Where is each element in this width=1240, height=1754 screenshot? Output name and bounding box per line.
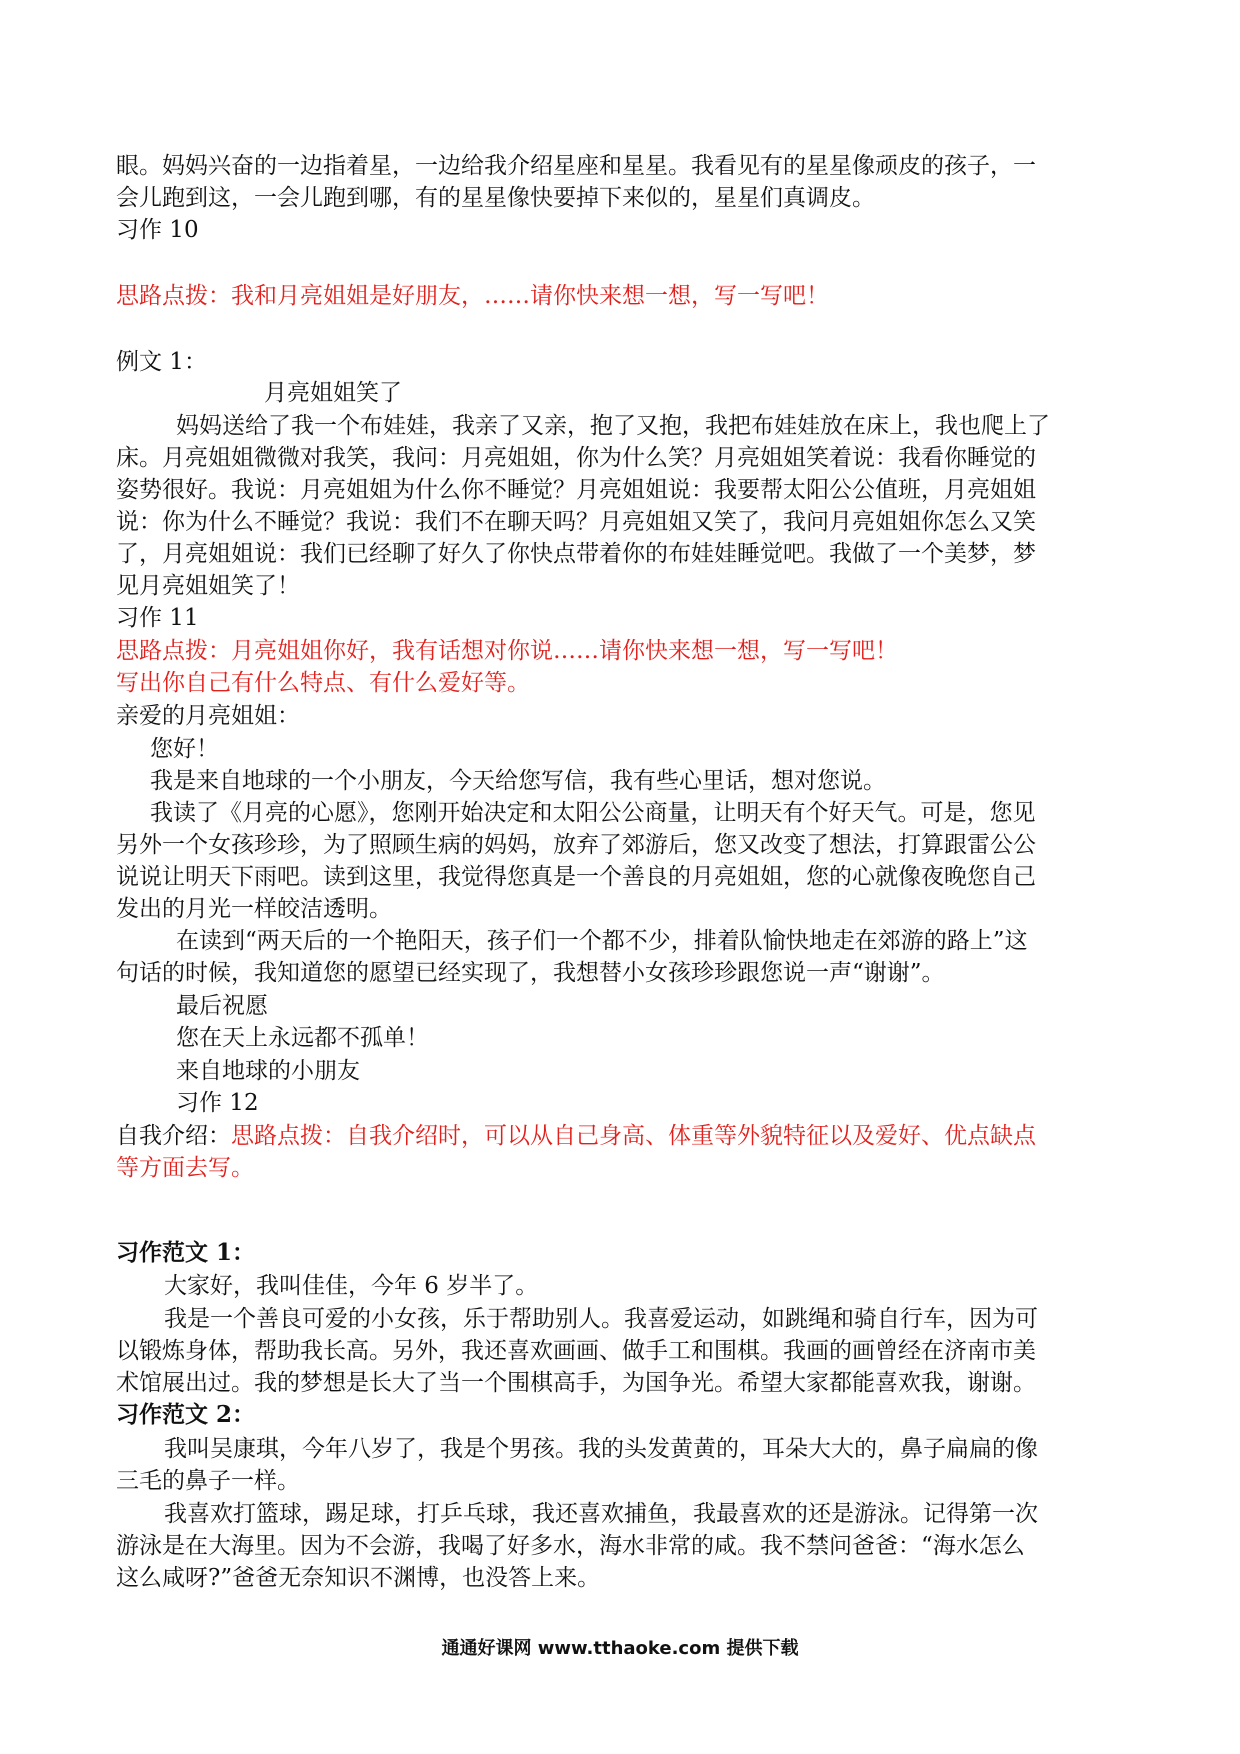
paragraph-line: 这么咸呀?”爸爸无奈知识不渊博，也没答上来。 bbox=[116, 1565, 601, 1591]
hint-line bbox=[116, 1120, 1126, 1152]
section-heading: 习作 11 bbox=[116, 605, 199, 631]
paragraph-line: 句话的时候，我知道您的愿望已经实现了，我想替小女孩珍珍跟您说一声“谢谢”。 bbox=[116, 960, 945, 986]
letter-greeting: 您好！ bbox=[150, 736, 219, 762]
paragraph-line: 游泳是在大海里。因为不会游，我喝了好多水，海水非常的咸。我不禁问爸爸：“海水怎么 bbox=[116, 1533, 1025, 1559]
paragraph-line: 会儿跑到这，一会儿跑到哪，有的星星像快要掉下来似的，星星们真调皮。 bbox=[116, 185, 875, 211]
hint-line: 等方面去写。 bbox=[116, 1155, 254, 1181]
paragraph-line: 三毛的鼻子一样。 bbox=[116, 1468, 300, 1494]
self-intro-label: 自我介绍： bbox=[116, 1123, 231, 1149]
paragraph-line: 我是一个善良可爱的小女孩，乐于帮助别人。我喜爱运动，如跳绳和骑自行车，因为可 bbox=[164, 1306, 1038, 1332]
letter-signature: 来自地球的小朋友 bbox=[176, 1058, 360, 1084]
paragraph-line: 另外一个女孩珍珍，为了照顾生病的妈妈，放弃了郊游后，您又改变了想法，打算跟雷公公 bbox=[116, 832, 1036, 858]
paragraph-line: 发出的月光一样皎洁透明。 bbox=[116, 896, 392, 922]
hint-line: 写出你自己有什么特点、有什么爱好等。 bbox=[116, 670, 530, 696]
paragraph-line: 床。月亮姐姐微微对我笑，我问：月亮姐姐，你为什么笑？月亮姐姐笑着说：我看你睡觉的 bbox=[116, 445, 1036, 471]
paragraph-line: 在读到“两天后的一个艳阳天，孩子们一个都不少，排着队愉快地走在郊游的路上”这 bbox=[176, 928, 1028, 954]
letter-salutation: 亲爱的月亮姐姐： bbox=[116, 703, 300, 729]
model-essay-heading: 习作范文 1： bbox=[116, 1239, 256, 1266]
example-label: 例文 1： bbox=[116, 349, 207, 375]
model-essay-heading: 习作范文 2： bbox=[116, 1401, 256, 1428]
letter-closing: 最后祝愿 bbox=[176, 993, 268, 1019]
paragraph-line: 说说让明天下雨吧。读到这里，我觉得您真是一个善良的月亮姐姐，您的心就像夜晚您自己 bbox=[116, 864, 1036, 890]
paragraph-line: 术馆展出过。我的梦想是长大了当一个围棋高手，为国争光。希望大家都能喜欢我，谢谢。 bbox=[116, 1370, 1036, 1396]
paragraph-line: 我喜欢打篮球，踢足球，打乒乓球，我还喜欢捕鱼，我最喜欢的还是游泳。记得第一次 bbox=[164, 1501, 1038, 1527]
paragraph-line: 了，月亮姐姐说：我们已经聊了好久了你快点带着你的布娃娃睡觉吧。我做了一个美梦，梦 bbox=[116, 541, 1036, 567]
paragraph-line: 我是来自地球的一个小朋友，今天给您写信，我有些心里话，想对您说。 bbox=[150, 768, 886, 794]
letter-closing: 您在天上永远都不孤单！ bbox=[176, 1025, 429, 1051]
paragraph-line: 说：你为什么不睡觉？我说：我们不在聊天吗？月亮姐姐又笑了，我问月亮姐姐你怎么又笑 bbox=[116, 509, 1036, 535]
paragraph-line: 以锻炼身体，帮助我长高。另外，我还喜欢画画、做手工和围棋。我画的画曾经在济南市美 bbox=[116, 1338, 1036, 1364]
paragraph-line: 姿势很好。我说：月亮姐姐为什么你不睡觉？月亮姐姐说：我要帮太阳公公值班，月亮姐姐 bbox=[116, 477, 1036, 503]
paragraph-line: 眼。妈妈兴奋的一边指着星，一边给我介绍星座和星星。我看见有的星星像顽皮的孩子，一 bbox=[116, 153, 1036, 179]
hint-text: 思路点拨：自我介绍时，可以从自己身高、体重等外貌特征以及爱好、优点缺点 bbox=[231, 1123, 1036, 1149]
paragraph-line: 大家好，我叫佳佳，今年 6 岁半了。 bbox=[164, 1273, 539, 1299]
paragraph-line: 我叫吴康琪，今年八岁了，我是个男孩。我的头发黄黄的，耳朵大大的，鼻子扁扁的像 bbox=[164, 1436, 1038, 1462]
hint-line: 思路点拨：我和月亮姐姐是好朋友，……请你快来想一想，写一写吧！ bbox=[116, 283, 829, 309]
hint-line: 思路点拨：月亮姐姐你好，我有话想对你说……请你快来想一想，写一写吧！ bbox=[116, 638, 898, 664]
page-footer: 通通好课网 www.tthaoke.com 提供下载 bbox=[441, 1638, 799, 1659]
paragraph-line: 见月亮姐姐笑了！ bbox=[116, 573, 300, 599]
section-heading: 习作 10 bbox=[116, 217, 199, 243]
paragraph-line: 我读了《月亮的心愿》，您刚开始决定和太阳公公商量，让明天有个好天气。可是，您见 bbox=[150, 800, 1036, 826]
essay-title: 月亮姐姐笑了 bbox=[264, 380, 402, 406]
paragraph-line: 妈妈送给了我一个布娃娃，我亲了又亲，抱了又抱，我把布娃娃放在床上，我也爬上了 bbox=[176, 413, 1050, 439]
section-heading: 习作 12 bbox=[176, 1090, 259, 1116]
